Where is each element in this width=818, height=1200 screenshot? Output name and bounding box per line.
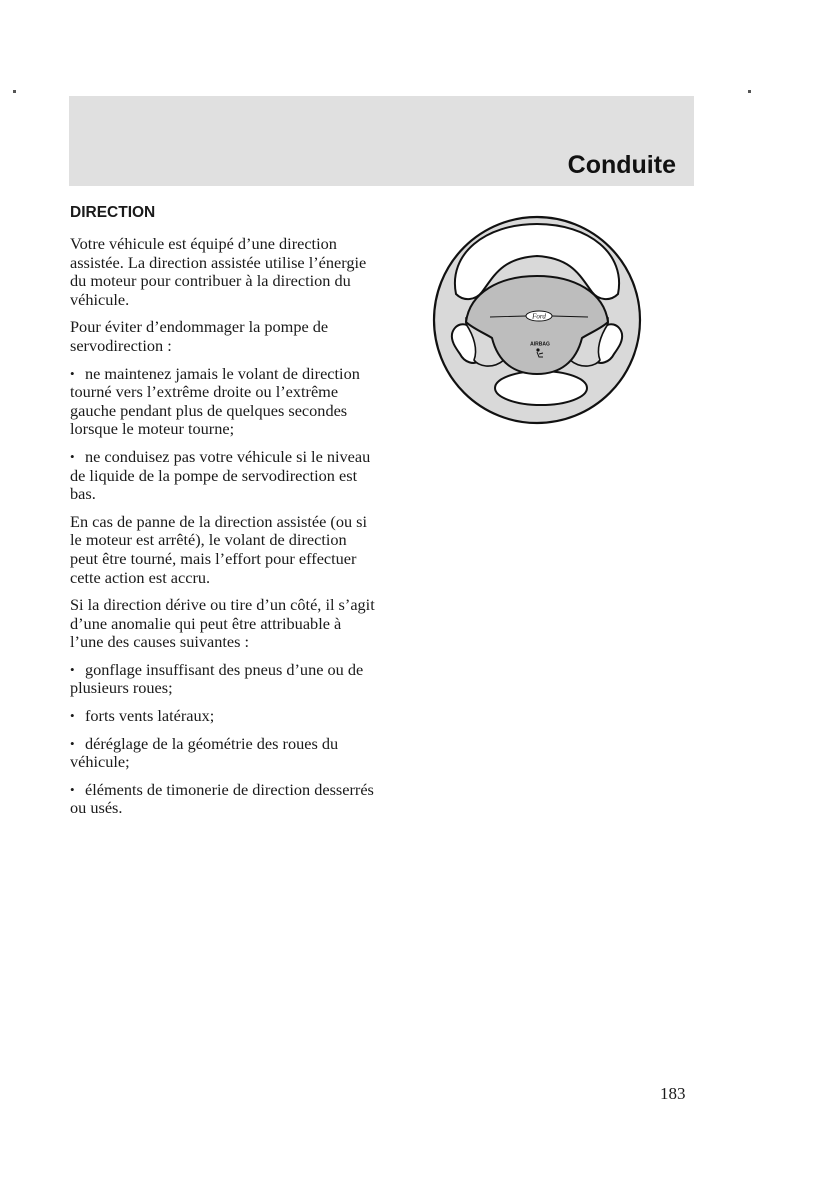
bullet-item: [70, 365, 375, 439]
crop-mark-right: [748, 90, 751, 93]
bullet-icon: •: [70, 661, 75, 677]
bullet-icon: •: [70, 708, 75, 724]
bullet-text: éléments de timonerie de direction desserrés ou usés.: [70, 779, 374, 818]
bullet-icon: •: [70, 735, 75, 751]
bullet-item: [70, 661, 375, 698]
section-direction: [70, 204, 375, 827]
bullet-item: [70, 707, 375, 726]
bullet-text: ne maintenez jamais le volant de direction tourné vers l’extrême droite ou l’extrême gauche pendant plus de quelques secondes lorsque le moteur tourne;: [70, 363, 360, 439]
bullet-icon: •: [70, 448, 75, 464]
bullet-item: [70, 781, 375, 818]
paragraph: Votre véhicule est équipé d’une direction assistée. La direction assistée utilise l’énergie du moteur pour contribuer à la direction du véhicule.: [70, 234, 367, 309]
paragraph: En cas de panne de la direction assistée (ou si le moteur est arrêté), le volant de direction peut être tourné, mais l’effort pour effectuer cette action est accru.: [70, 511, 368, 587]
bullet-item: [70, 735, 375, 772]
paragraph: Pour éviter d’endommager la pompe de servodirection :: [70, 317, 329, 355]
bullet-text: gonflage insuffisant des pneus d’une ou de plusieurs roues;: [70, 659, 364, 698]
bullet-text: ne conduisez pas votre véhicule si le niveau de liquide de la pompe de servodirection est bas.: [70, 446, 371, 504]
bullet-icon: •: [70, 781, 75, 797]
airbag-label: AIRBAG: [530, 341, 550, 348]
chapter-title: Conduite: [567, 151, 676, 179]
bottom-opening: [495, 371, 587, 405]
bullet-icon: •: [70, 365, 75, 381]
chapter-header: [69, 96, 694, 186]
bullet-item: [70, 448, 375, 504]
bullet-text: forts vents latéraux;: [85, 706, 215, 726]
page-number: 183: [660, 1084, 686, 1103]
paragraph: Si la direction dérive ou tire d’un côté, il s’agit d’une anomalie qui peut être attribuable à l’une des causes suivantes :: [70, 595, 375, 652]
steering-wheel-illustration: [430, 214, 644, 426]
crop-mark-left: [13, 90, 16, 93]
section-body: [70, 235, 375, 818]
ford-logo-text: Ford: [532, 312, 546, 321]
section-title: DIRECTION: [70, 204, 156, 221]
bullet-text: déréglage de la géométrie des roues du véhicule;: [70, 733, 339, 772]
